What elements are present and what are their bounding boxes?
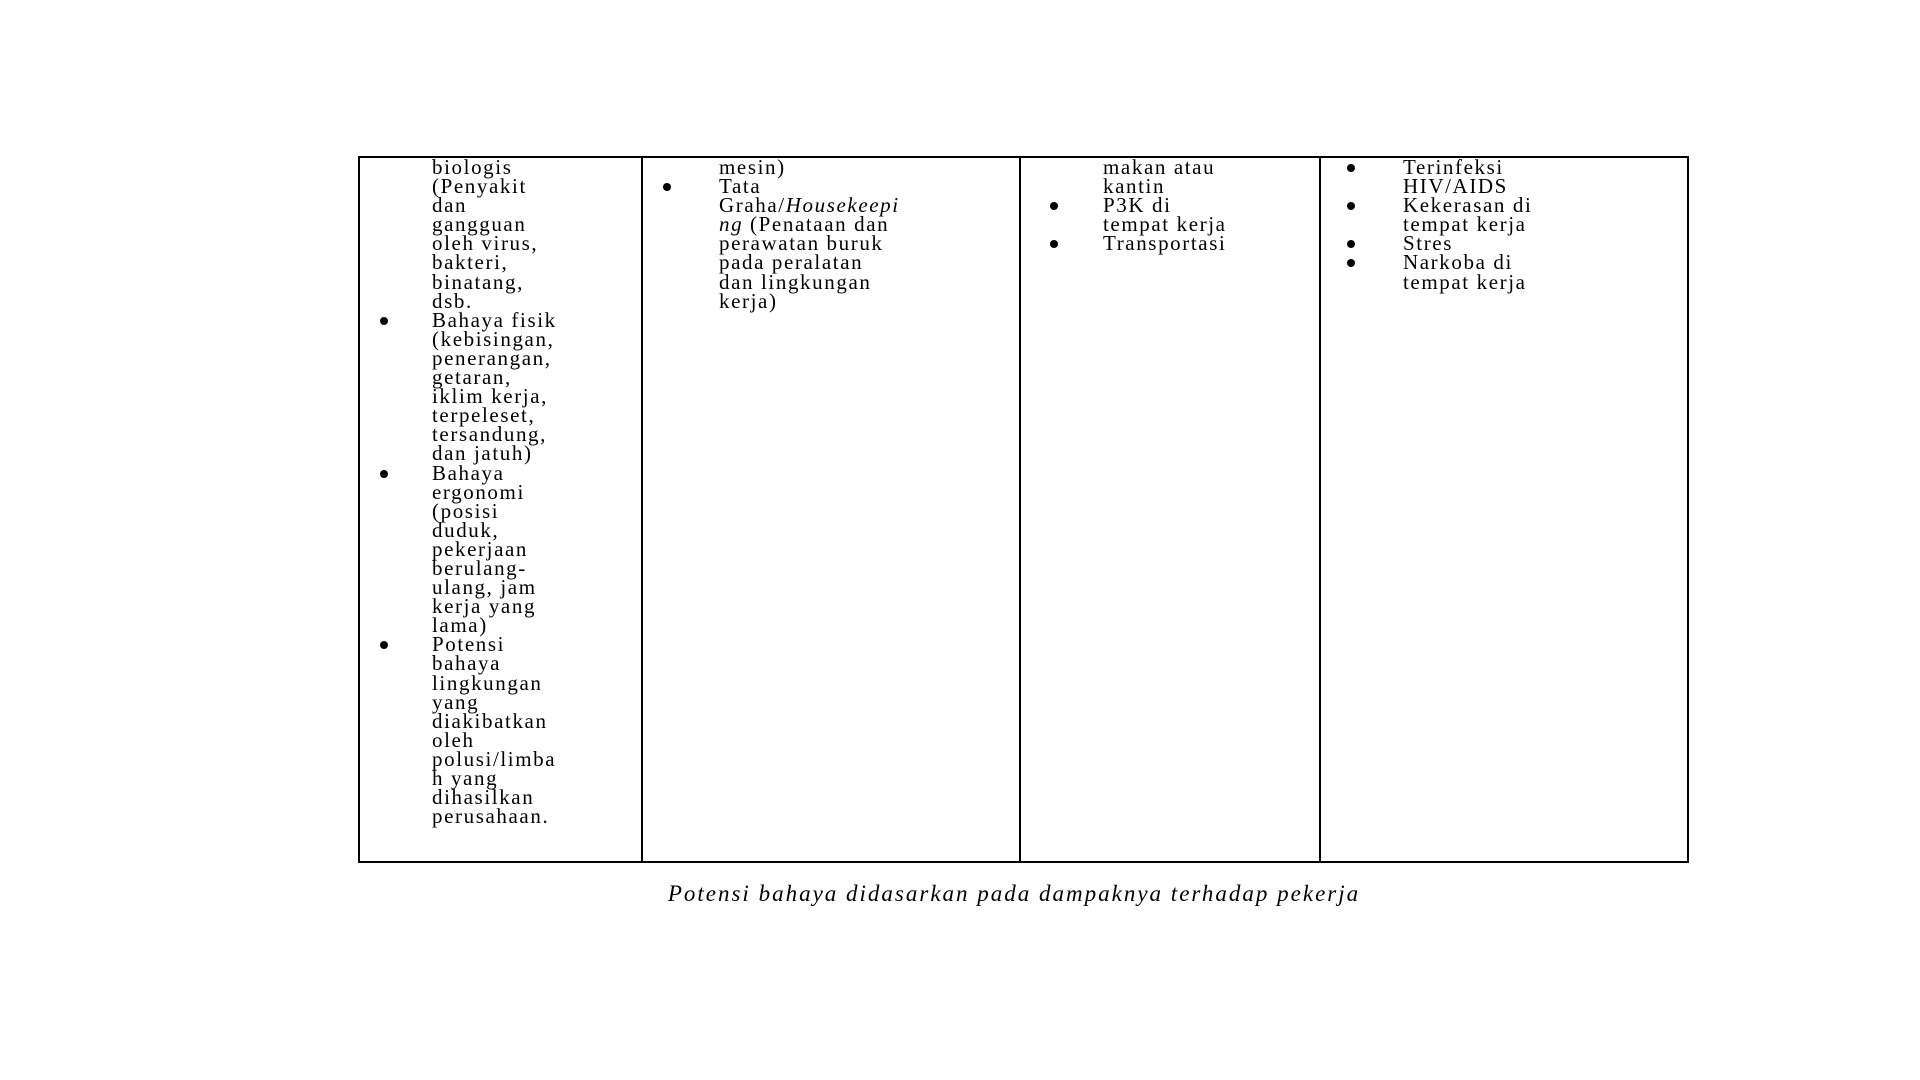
table-caption: Potensi bahaya didasarkan pada dampaknya terhadap pekerja (667, 881, 1361, 906)
list-item-text: (Penataan dan perawatan buruk pada peralatan dan lingkungan kerja) (719, 212, 890, 313)
table-column-1 (360, 158, 643, 861)
col3-bullet-list (1021, 193, 1319, 256)
list-item-text: Tata Graha/ (719, 174, 786, 218)
list-item: Kekerasan di tempat kerja (1321, 196, 1687, 234)
list-item: Transportasi (1021, 234, 1319, 253)
col1-bullet-list (360, 307, 641, 829)
col2-bullet-list (643, 174, 1019, 313)
list-item (643, 174, 1019, 313)
list-item: P3K di tempat kerja (1021, 196, 1319, 234)
list-item: Narkoba di tempat kerja (1321, 253, 1687, 291)
col1-continued-text: biologis (Penyakit dan gangguan oleh virus, bakteri, binatang, dsb. (432, 158, 539, 313)
table-column-2 (643, 158, 1021, 861)
list-item: Bahaya ergonomi (posisi duduk, pekerjaan berulang- ulang, jam kerja yang lama) (360, 464, 641, 636)
col3-continued-text: makan atau kantin (1103, 158, 1216, 199)
col2-continued-text: mesin) (719, 158, 786, 179)
table-column-4 (1321, 158, 1687, 861)
list-item: Terinfeksi HIV/AIDS (1321, 158, 1687, 196)
list-item: Bahaya fisik (kebisingan, penerangan, getaran, iklim kerja, terpeleset, tersandung, dan jatuh) (360, 311, 641, 464)
list-item: Stres (1321, 234, 1687, 253)
hazard-table (358, 156, 1689, 863)
table-column-3 (1021, 158, 1321, 861)
col4-bullet-list (1321, 158, 1687, 292)
list-item-italic-term: Housekeepi ng (719, 193, 900, 237)
list-item: Potensi bahaya lingkungan yang diakibatkan oleh polusi/limba h yang dihasilkan perusahaan. (360, 635, 641, 826)
